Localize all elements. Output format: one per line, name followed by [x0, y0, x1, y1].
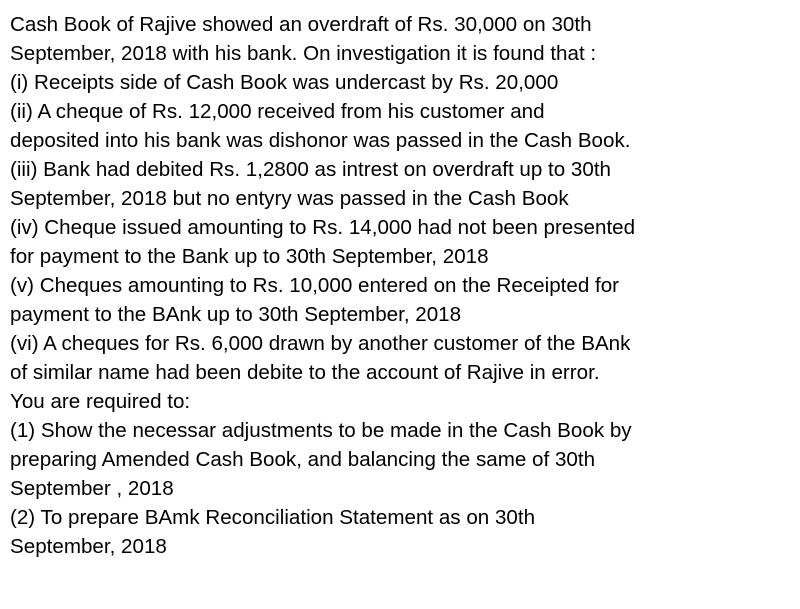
- text-line: September , 2018: [10, 477, 174, 500]
- text-line: September, 2018: [10, 535, 167, 558]
- text-line: payment to the BAnk up to 30th September, 2018: [10, 303, 462, 326]
- text-line: for payment to the Bank up to 30th September, 2018: [10, 245, 489, 268]
- text-line: September, 2018 but no entyry was passed in the Cash Book: [10, 187, 569, 210]
- text-line: (iv) Cheque issued amounting to Rs. 14,000 had not been presented: [10, 216, 636, 239]
- text-line: deposited into his bank was dishonor was passed in the Cash Book.: [10, 129, 631, 152]
- text-line: You are required to:: [10, 390, 191, 413]
- text-line: (v) Cheques amounting to Rs. 10,000 entered on the Receipted for: [10, 274, 620, 297]
- text-line: (2) To prepare BAmk Reconciliation Statement as on 30th: [10, 506, 536, 529]
- text-line: (1) Show the necessar adjustments to be made in the Cash Book by: [10, 419, 632, 442]
- text-line: September, 2018 with his bank. On investigation it is found that :: [10, 42, 597, 65]
- text-line: of similar name had been debite to the account of Rajive in error.: [10, 361, 600, 384]
- text-line: (ii) A cheque of Rs. 12,000 received from his customer and: [10, 100, 545, 123]
- text-line: (vi) A cheques for Rs. 6,000 drawn by another customer of the BAnk: [10, 332, 631, 355]
- text-line: Cash Book of Rajive showed an overdraft of Rs. 30,000 on 30th: [10, 13, 592, 36]
- text-line: (i) Receipts side of Cash Book was undercast by Rs. 20,000: [10, 71, 559, 94]
- question-text-block: [10, 10, 800, 561]
- text-line: (iii) Bank had debited Rs. 1,2800 as intrest on overdraft up to 30th: [10, 158, 612, 181]
- text-line: preparing Amended Cash Book, and balancing the same of 30th: [10, 448, 596, 471]
